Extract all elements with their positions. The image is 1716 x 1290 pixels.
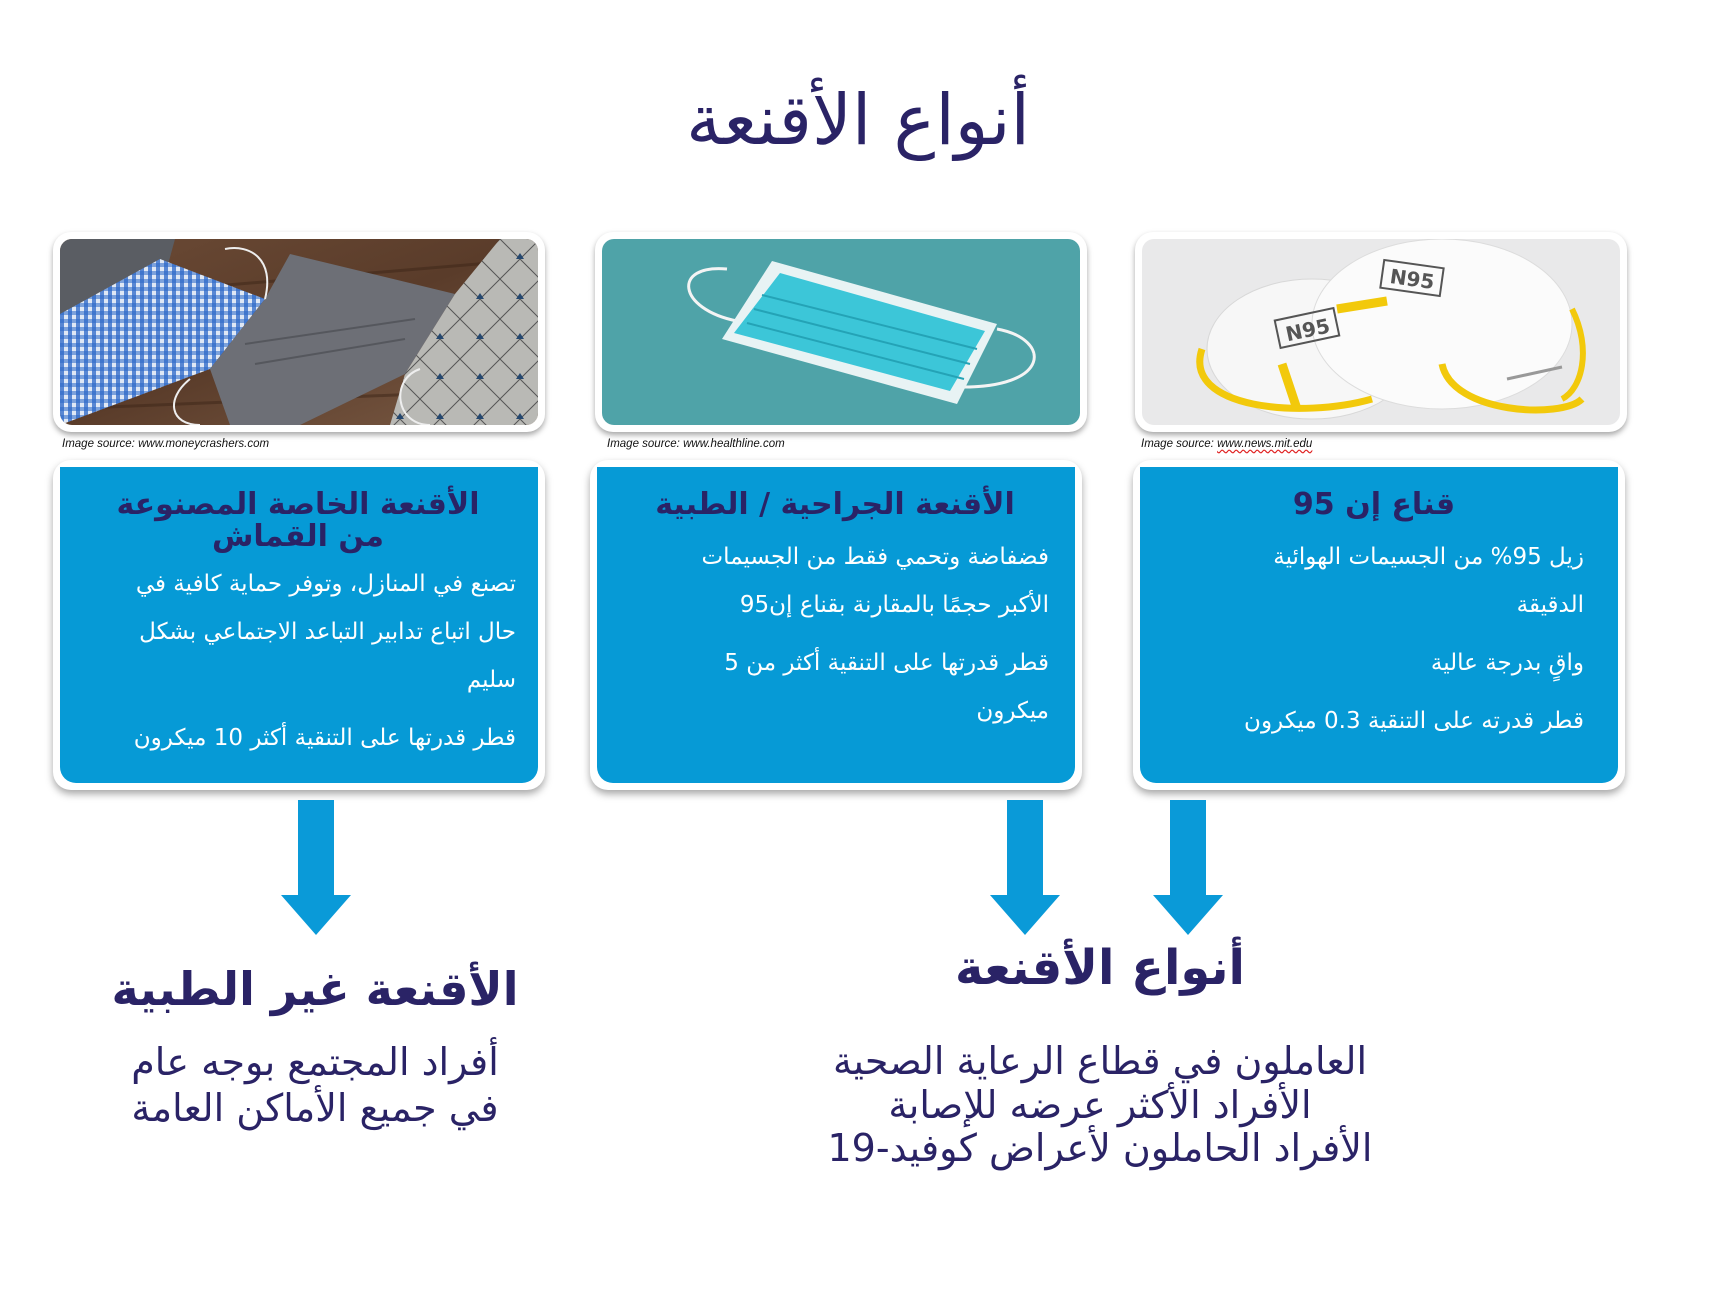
audience-line: الأفراد الحاملون لأعراض كوفيد-19 (827, 1126, 1373, 1171)
card-text-line: تصنع في المنازل، وتوفر حماية كافية في (135, 571, 516, 597)
card-paragraph (1164, 533, 1584, 629)
card-paragraph (621, 533, 1049, 629)
n95-mask-image (1142, 239, 1620, 425)
caption-url: www.news.mit.edu (1217, 438, 1313, 450)
title-line: قناع إن 95 (1292, 487, 1456, 522)
surgical-image-caption (607, 438, 785, 450)
cloth-mask-card (53, 460, 545, 790)
surgical-mask-card-body (597, 467, 1075, 783)
n95-mask-image-frame (1135, 232, 1627, 432)
card-text-line: فضفاضة وتحمي فقط من الجسيمات (701, 543, 1049, 570)
n95-mask-card-title (1164, 489, 1584, 521)
card-paragraph (80, 560, 516, 704)
title-line: من القماش (212, 518, 384, 554)
cloth-image-caption (62, 438, 269, 450)
surgical-mask-card-title (621, 489, 1049, 521)
surgical-mask-image (602, 239, 1080, 425)
card-text-line: زيل 95% من الجسيمات الهوائية (1273, 543, 1584, 570)
cloth-mask-card-body (60, 467, 538, 783)
card-text-line: الأكبر حجمًا بالمقارنة بقناع إن95 (739, 591, 1049, 618)
caption-prefix: Image source: (62, 438, 139, 450)
medical-masks-audience (790, 1040, 1410, 1171)
title-line: الأقنعة الجراحية / الطبية (655, 487, 1015, 522)
card-text-line: قطر قدرته على التنقية 0.3 ميكرون (1244, 707, 1584, 734)
card-text-line: قطر قدرتها على التنقية أكثر من 5 (724, 649, 1049, 676)
card-text-line: ميكرون (976, 697, 1049, 724)
audience-line: الأفراد الأكثر عرضه للإصابة (888, 1082, 1312, 1127)
caption-url: www.healthline.com (683, 438, 785, 450)
down-arrow-icon (1153, 800, 1223, 935)
card-paragraph (80, 714, 516, 762)
card-paragraph (1164, 697, 1584, 745)
caption-url: www.moneycrashers.com (138, 438, 270, 450)
card-text-line: حال اتباع تدابير التباعد الاجتماعي بشكل (139, 619, 516, 645)
card-paragraph (621, 639, 1049, 735)
svg-text:N95: N95 (1283, 313, 1332, 347)
n95-mask-card (1133, 460, 1625, 790)
caption-prefix: Image source: (607, 438, 684, 450)
caption-prefix: Image source: (1141, 438, 1218, 450)
card-paragraph (1164, 639, 1584, 687)
down-arrow-icon (281, 800, 351, 935)
card-text-line: واقٍ بدرجة عالية (1430, 649, 1584, 676)
cloth-mask-card-title (80, 489, 516, 552)
card-text-line: قطر قدرتها على التنقية أكثر 10 ميكرون (133, 725, 516, 751)
surgical-mask-card (590, 460, 1082, 790)
non-medical-masks-heading: الأقنعة غير الطبية (111, 962, 519, 1016)
card-text-line: الدقيقة (1516, 591, 1584, 618)
n95-mask-card-body (1140, 467, 1618, 783)
card-text-line: سليم (466, 667, 516, 693)
medical-masks-heading: أنواع الأقنعة (955, 940, 1245, 996)
down-arrow-icon (990, 800, 1060, 935)
audience-line: أفراد المجتمع بوجه عام (131, 1040, 499, 1084)
cloth-mask-image-frame (53, 232, 545, 432)
title-line: الأقنعة الخاصة المصنوعة (116, 487, 480, 522)
non-medical-masks-audience (60, 1040, 570, 1131)
cloth-mask-image (60, 239, 538, 425)
audience-line: في جميع الأماكن العامة (131, 1085, 499, 1130)
n95-image-caption (1141, 438, 1312, 450)
page-title: أنواع الأقنعة (686, 79, 1030, 161)
surgical-mask-image-frame (595, 232, 1087, 432)
svg-text:N95: N95 (1388, 264, 1436, 295)
audience-line: العاملون في قطاع الرعاية الصحية (832, 1039, 1368, 1083)
